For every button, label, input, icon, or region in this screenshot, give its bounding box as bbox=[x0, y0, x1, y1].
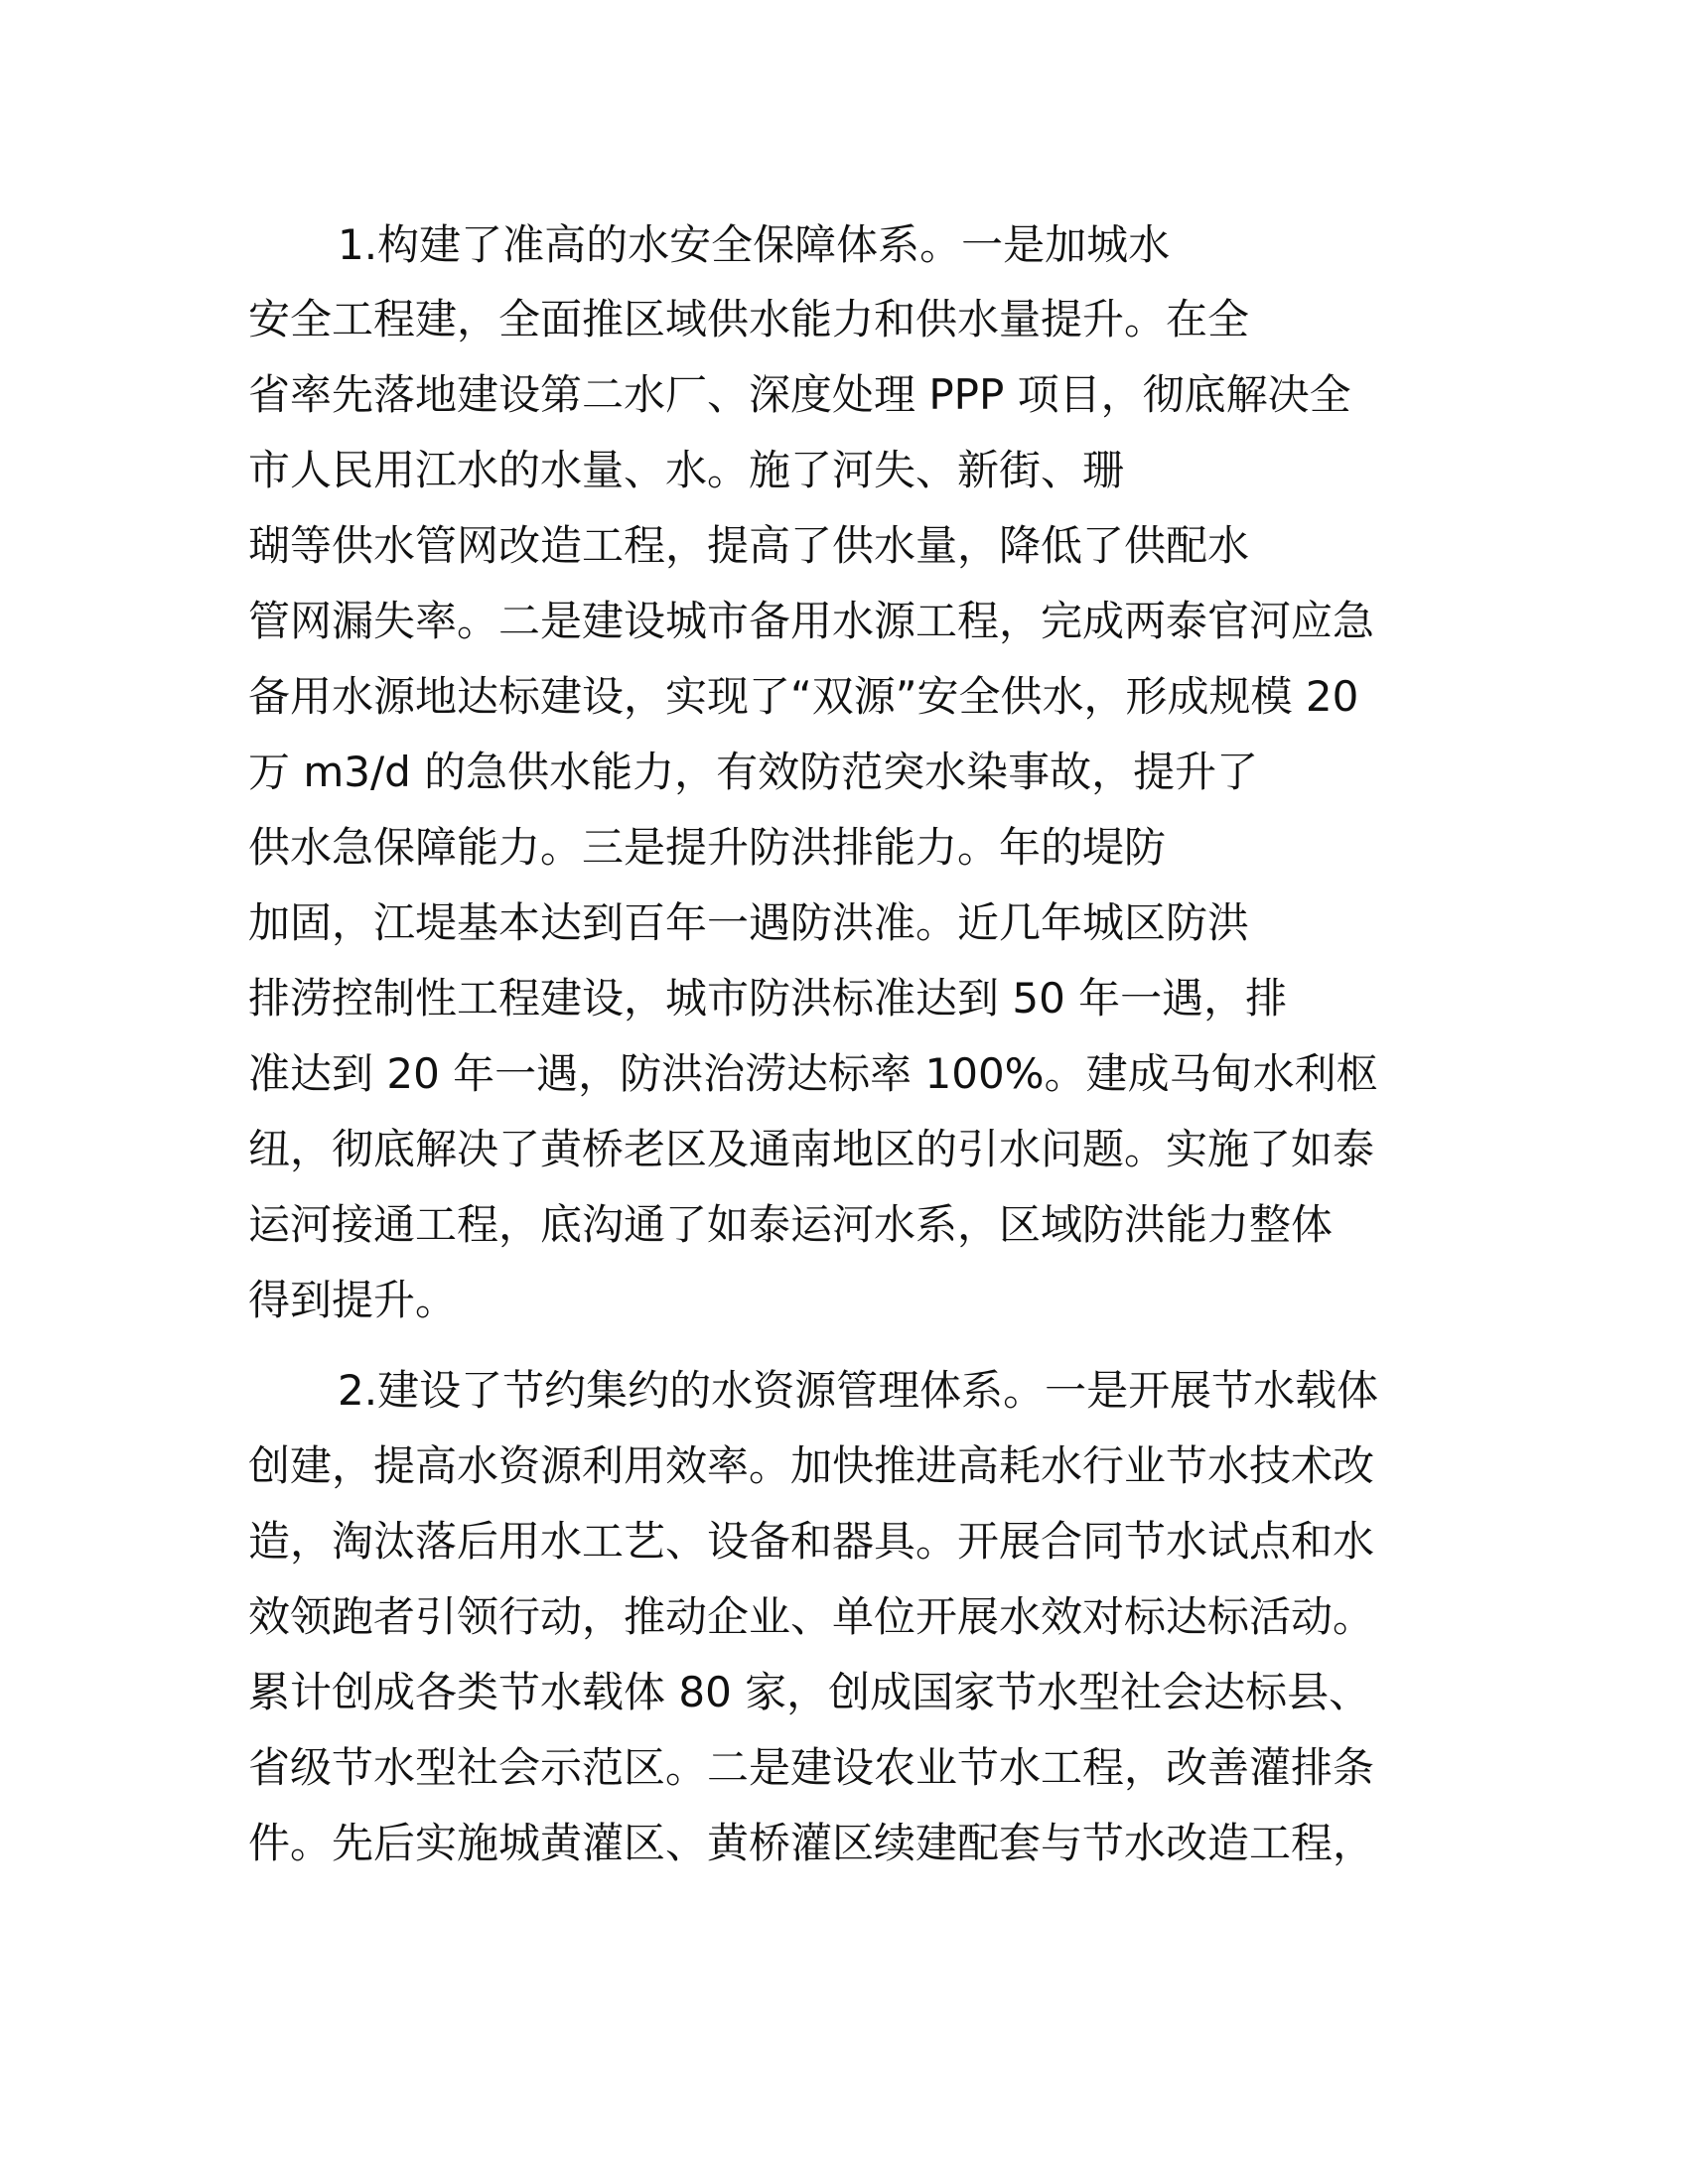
paragraph-1-line-12: 准达到 20 年一遇，防洪治涝达标率 100%。建成马甸水利枢 bbox=[248, 1049, 1378, 1098]
paragraph-2-line-6: 省级节水型社会示范区。二是建设农业节水工程，改善灌排条 bbox=[248, 1743, 1375, 1792]
paragraph-2-line-2: 创建，提高水资源利用效率。加快推进高耗水行业节水技术改 bbox=[248, 1441, 1375, 1490]
paragraph-2-line-4: 效领跑者引领行动，推动企业、单位开展水效对标达标活动。 bbox=[248, 1592, 1375, 1641]
paragraph-1-line-1: 1.构建了准高的水安全保障体系。一是加城水 bbox=[338, 220, 1171, 269]
paragraph-1-line-14: 运河接通工程，底沟通了如泰运河水系，区域防洪能力整体 bbox=[248, 1200, 1334, 1249]
paragraph-1-line-6: 管网漏失率。二是建设城市备用水源工程，完成两泰官河应急 bbox=[248, 597, 1375, 645]
paragraph-1-line-5: 瑚等供水管网改造工程，提高了供水量，降低了供配水 bbox=[248, 521, 1250, 570]
paragraph-2-line-1: 2.建设了节约集约的水资源管理体系。一是开展节水载体 bbox=[338, 1366, 1379, 1415]
paragraph-1-line-4: 市人民用江水的水量、水。施了河失、新街、珊 bbox=[248, 446, 1125, 494]
paragraph-2-line-5: 累计创成各类节水载体 80 家，创成国家节水型社会达标县、 bbox=[248, 1668, 1371, 1716]
paragraph-1-line-10: 加固，江堤基本达到百年一遇防洪准。近几年城区防洪 bbox=[248, 898, 1250, 947]
paragraph-1-line-11: 排涝控制性工程建设，城市防洪标准达到 50 年一遇，排 bbox=[248, 974, 1288, 1023]
paragraph-1-line-9: 供水急保障能力。三是提升防洪排能力。年的堤防 bbox=[248, 823, 1167, 872]
paragraph-1-line-3: 省率先落地建设第二水厂、深度处理 PPP 项目，彻底解决全 bbox=[248, 370, 1351, 419]
paragraph-1-line-15: 得到提升。 bbox=[248, 1276, 458, 1324]
paragraph-1-line-2: 安全工程建，全面推区域供水能力和供水量提升。在全 bbox=[248, 295, 1250, 343]
paragraph-1-line-8: 万 m3/d 的急供水能力，有效防范突水染事故，提升了 bbox=[248, 748, 1259, 796]
paragraph-1-line-13: 纽，彻底解决了黄桥老区及通南地区的引水问题。实施了如泰 bbox=[248, 1125, 1375, 1173]
paragraph-2-line-7: 件。先后实施城黄灌区、黄桥灌区续建配套与节水改造工程， bbox=[248, 1819, 1375, 1867]
paragraph-1-line-7: 备用水源地达标建设，实现了“双源”安全供水，形成规模 20 bbox=[248, 672, 1359, 721]
paragraph-2-line-3: 造，淘汰落后用水工艺、设备和器具。开展合同节水试点和水 bbox=[248, 1517, 1375, 1566]
